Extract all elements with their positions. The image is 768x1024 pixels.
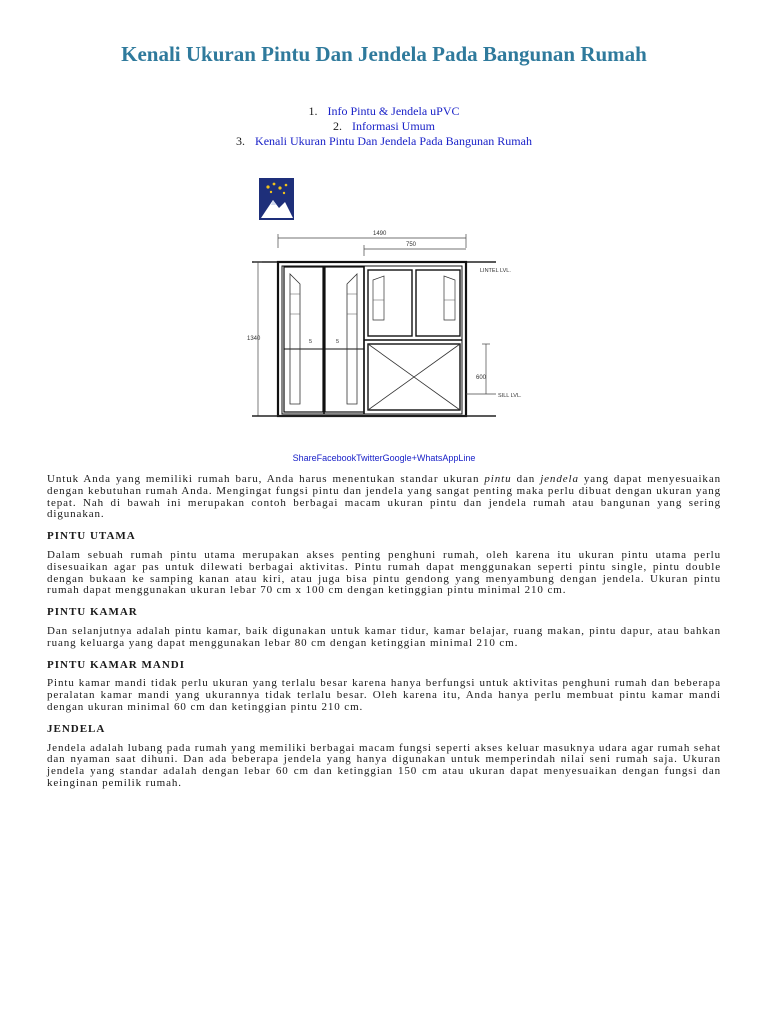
handle-left: 5 (309, 339, 313, 345)
section-paragraph: Dan selanjutnya adalah pintu kamar, baik digunakan untuk kamar tidur, kamar belajar, ruang makan, pintu dapur, atau bahkan ruang keluarga yang dapat menggunakan lebar 80 cm dengan ketinggian minimal 210 cm. (47, 624, 721, 649)
dim-750: 750 (406, 242, 417, 248)
article-body (47, 474, 721, 800)
handle-right: 5 (336, 339, 340, 345)
toc-link[interactable]: Kenali Ukuran Pintu Dan Jendela Pada Bangunan Rumah (255, 134, 532, 148)
section-heading: PINTU KAMAR MANDI (47, 658, 185, 671)
emphasis-pintu: pintu (484, 473, 512, 485)
toc-link[interactable]: Informasi Umum (352, 119, 435, 133)
toc-number: 1. (308, 104, 318, 118)
toc-item[interactable] (0, 104, 768, 119)
section-paragraph: Pintu kamar mandi tidak perlu ukuran yang terlalu besar karena hanya berfungsi untuk aktivitas penghuni rumah dan beberapa peralatan kamar mandi yang ukurannya tidak terlalu besar. Oleh karena itu, Anda hanya perlu membuat pintu kamar mandi dengan ukuran minimal 60 cm dan ketinggian pintu 210 cm. (47, 677, 721, 713)
lintel-label: LINTEL LVL. (480, 268, 511, 274)
section-paragraph: Jendela adalah lubang pada rumah yang memiliki berbagai macam fungsi seperti akses keluar masuknya udara agar rumah sehat dan nyaman saat dihuni. Dan ada beberapa jendela yang hanya digunakan untuk memperindah nilai seni rumah saja. Ukuran jendela yang standar adalah dengan lebar 60 cm dan ketinggian 150 cm atau ukuran dapat menyesuaikan dengan fungsi dan keinginan pemilik rumah. (47, 741, 721, 789)
door-window-diagram (240, 224, 540, 430)
dim-1490: 1490 (373, 231, 387, 237)
sill-label: SILL LVL. (498, 393, 522, 399)
emphasis-jendela: jendela (540, 473, 579, 485)
table-of-contents (0, 104, 768, 149)
section-paragraph: Dalam sebuah rumah pintu utama merupakan akses penting penghuni rumah, oleh karena itu ukuran pintu utama perlu disesuaikan agar pas untuk dilewati berbagai aktivitas. Pintu rumah dapat menggunakan seperti pintu single, pintu double dengan bukaan ke samping kanan atau kiri, atau juga bisa pintu gendong yang menyambung dengan jendela. Ukuran pintu rumah dapat menggunakan ukuran lebar 70 cm x 100 cm dengan ketinggian pintu minimal 210 cm. (47, 548, 721, 597)
page-title: Kenali Ukuran Pintu Dan Jendela Pada Bangunan Rumah (121, 42, 647, 66)
toc-number: 2. (333, 119, 342, 133)
section-heading: JENDELA (47, 722, 106, 735)
share-links[interactable]: ShareFacebookTwitterGoogle+WhatsAppLine (292, 453, 476, 463)
dim-600: 600 (476, 375, 487, 381)
section-heading: PINTU UTAMA (47, 530, 136, 543)
toc-number: 3. (236, 134, 246, 148)
section-heading: PINTU KAMAR (47, 606, 138, 619)
dim-1340: 1340 (247, 336, 261, 342)
toc-link[interactable]: Info Pintu & Jendela uPVC (327, 104, 460, 118)
toc-item[interactable] (0, 134, 768, 149)
intro-paragraph: Untuk Anda yang memiliki rumah baru, Anda harus menentukan standar ukuran pintu dan jendela yang dapat menyesuaikan dengan kebutuhan rumah Anda. Mengingat fungsi pintu dan jendela yang sangat penting maka perlu dibuat dengan ukuran yang tepat. Nah di bawah ini merupakan contoh berbagai macam ukuran pintu dan jendela rumah atau bangunan yang sering digunakan. (47, 473, 721, 521)
mountain-logo-icon (259, 178, 294, 220)
toc-item[interactable] (0, 119, 768, 134)
